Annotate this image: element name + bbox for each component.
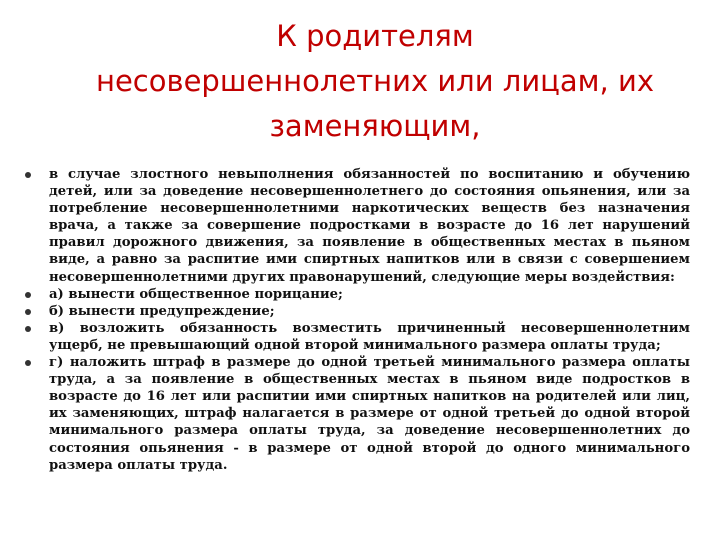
title-line-2: несовершеннолетних или лицам, их [96,64,654,98]
bullet-item-d [25,354,690,474]
slide-title [30,14,720,149]
bullet-text: б) вынести предупреждение; [49,303,275,319]
bullet-icon [25,292,31,298]
bullet-list [25,166,690,474]
bullet-icon [25,309,31,315]
bullet-icon [25,172,31,178]
bullet-text: в) возложить обязанность возместить причиненный несовершеннолетним ущерб, не превышающий одной второй минимального размера оплаты труда; [49,320,690,353]
bullet-text: г) наложить штраф в размере до одной третьей минимального размера оплаты труда, а за появление в общественных местах в пьяном виде подростков в возрасте до 16 лет или распитии ими спиртных напитков на родителей или лиц, их заменяющих, штраф налагается в размере от одной третьей до одной второй минимального размера оплаты труда, за доведение несовершеннолетних до состояния опьянения - в размере от одной второй до одного минимального размера оплаты труда. [49,355,690,473]
bullet-icon [25,326,31,332]
bullet-text: в случае злостного невыполнения обязанностей по воспитанию и обучению детей, или за доведение несовершеннолетнего до состояния опьянения, или за потребление несовершеннолетними наркотических веществ без назначения врача, а также за совершение подростками в возрасте до 16 лет нарушений правил дорожного движения, за появление в общественных местах в пьяном виде, а равно за распитие ими спиртных напитков или в связи с совершением несовершеннолетними других правонарушений, следующие меры воздействия: [49,167,690,285]
bullet-item-a [25,286,690,303]
bullet-item-b [25,303,690,320]
bullet-item-c [25,320,690,354]
bullet-text: а) вынести общественное порицание; [49,286,343,302]
bullet-item-intro [25,166,690,286]
title-line-3: заменяющим, [269,109,481,143]
bullet-icon [25,360,31,366]
title-line-1: К родителям [276,19,474,53]
